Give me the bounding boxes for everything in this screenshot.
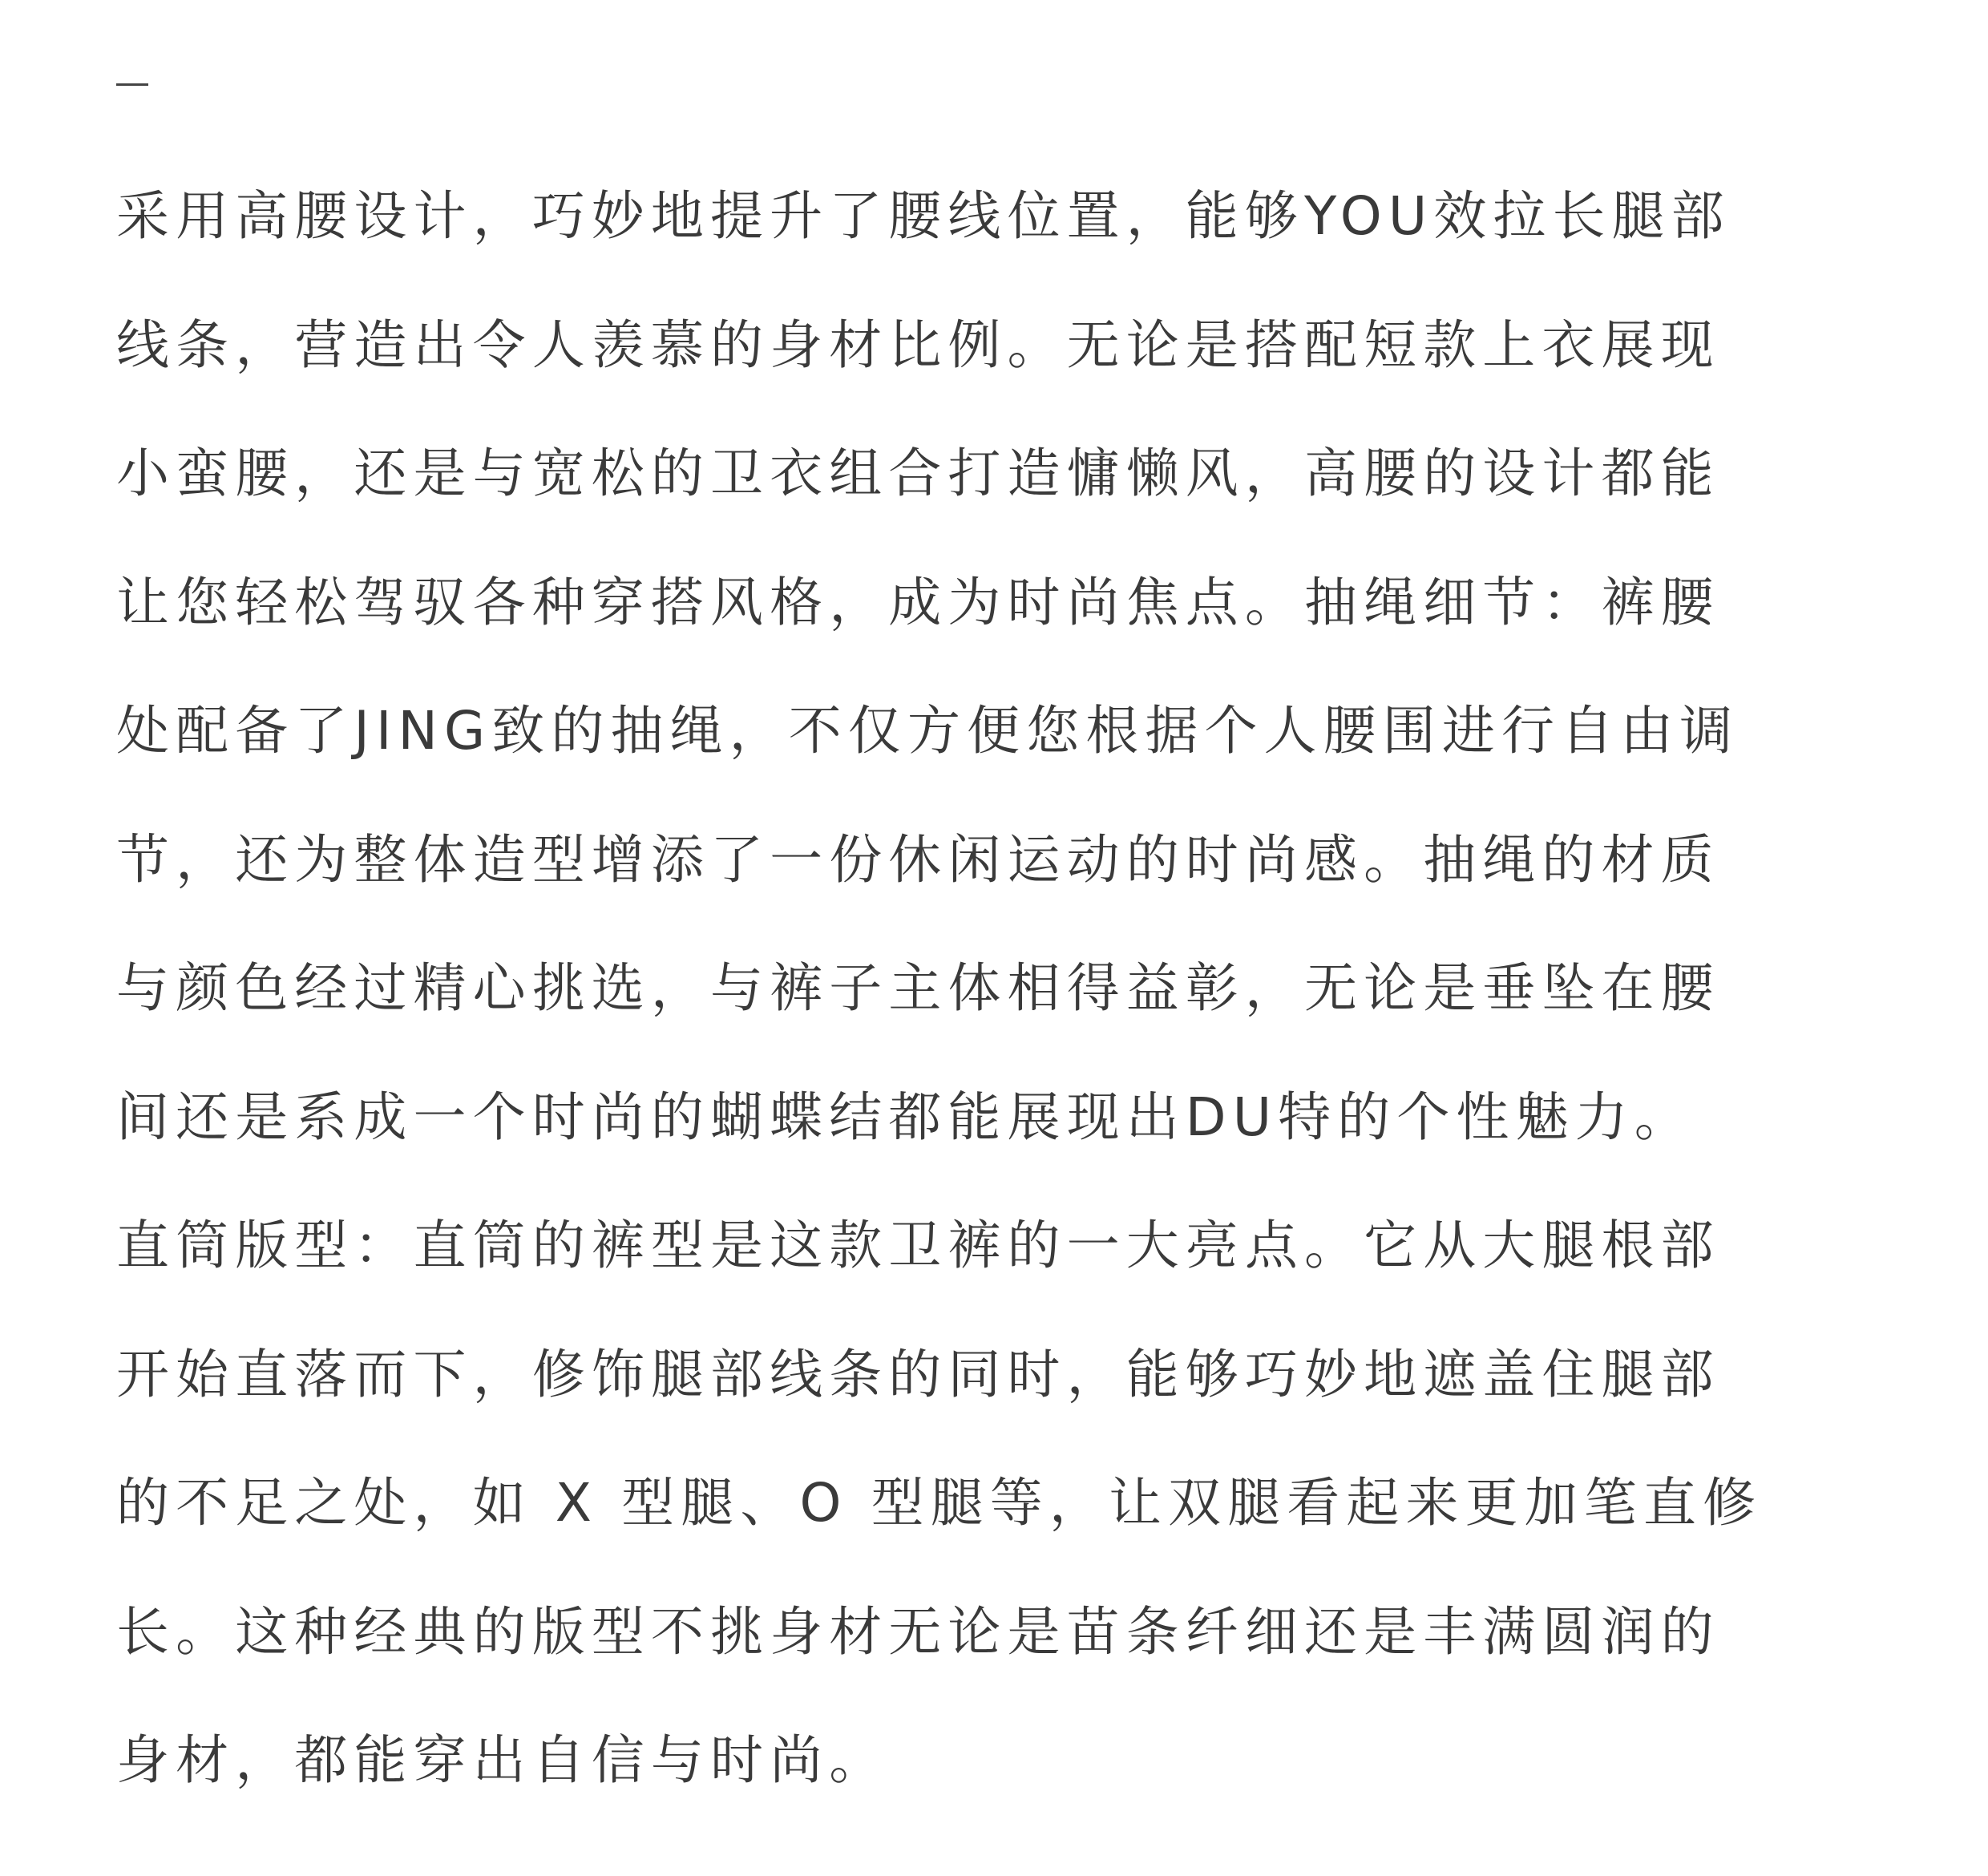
description-line-8: 间还是系成一个时尚的蝴蝶结都能展现出DU特的个性魅力。 — [116, 1086, 1694, 1148]
description-line-3: 小蛮腰，还是与宽松的卫衣组合打造慵懒风，高腰的设计都能 — [116, 443, 1720, 504]
description-line-12: 长。这种经典的版型不挑身材无论是苗条纤细还是丰满圆润的 — [116, 1600, 1720, 1663]
product-description — [116, 152, 1762, 1825]
description-line-11: 的不足之处，如 X 型腿、O 型腿等，让双腿看起来更加笔直修 — [116, 1472, 1763, 1534]
description-line-13: 身材，都能穿出自信与时尚。 — [116, 1729, 889, 1791]
description-line-1: 采用高腰设计，巧妙地提升了腰线位置，能够YOU效拉长腿部 — [116, 185, 1731, 247]
description-line-5: 处配备了JING致的抽绳，不仅方便您根据个人腰围进行自由调 — [116, 700, 1740, 762]
description-line-9: 直筒版型：直筒的裤型是这款卫裤的一大亮点。它从大腿根部 — [116, 1215, 1720, 1276]
description-line-6: 节，还为整体造型增添了一份休闲运动的时尚感。抽绳的材质 — [116, 828, 1720, 891]
description-line-4: 让您轻松驾驭各种穿搭风格，成为时尚焦点。抽绳细节：裤腰 — [116, 571, 1720, 633]
separator-dash — [116, 83, 148, 86]
description-line-2: 线条，营造出令人羡慕的身材比例。无论是搭配短款上衣展现 — [116, 313, 1720, 376]
description-line-10: 开始直落而下，修饰腿部线条的同时，能够巧妙地遮盖住腿部 — [116, 1343, 1720, 1405]
description-line-7: 与颜色经过精心挑选，与裤子主体相得益彰，无论是垂坠在腰 — [116, 957, 1720, 1019]
